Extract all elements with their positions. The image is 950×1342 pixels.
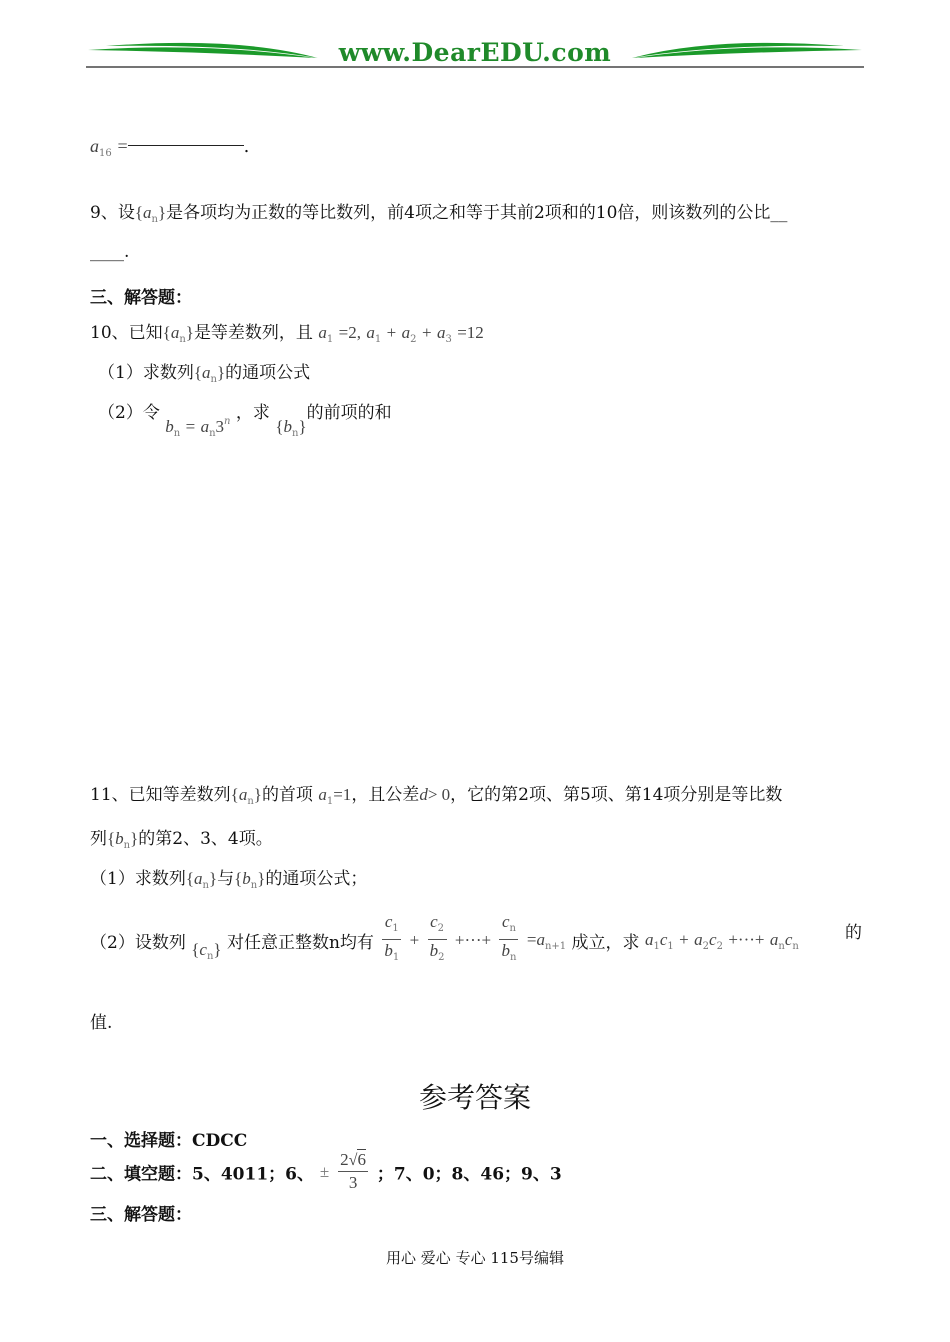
answers-line2: 二、填空题：5、4011；6、 ± $\frac{2√6}{3}$ ；7、0；8、46；9、3 [90,1150,562,1192]
q11-part2: （2）设数列 $\{c_n\}$ 对任意正整数n均有 $\frac{c_1}{b_1}$ + $\frac{c_2}{b_2}$ +···+ $\frac{c_n}{b_n}$ $=a_{n+1}$ 成立，求 $a_1c_1 + a_2c_2$ +···+ $a_nc_n$ [90,912,799,969]
q11-stem: 11、已知等差数列$\{a_n\}$的首项 $a_1=1$，且公差d> 0，它的第2项、第5项、第14项分别是等比数 [90,785,783,807]
q11-stem-cont: 列$\{b_n\}$的第2、3、4项。 [90,829,273,851]
q10-stem: 10、已知$\{a_n\}$是等差数列，且 $a_1 =2$, $a_1 + a_2 + a_3 =12$ [90,323,484,345]
q9-text: 9、设$\{a_n\}$是各项均为正数的等比数列，前4项之和等于其前2项和的10倍，则该数列的公比__ [90,203,788,225]
answers-line3: 三、解答题： [90,1205,192,1225]
site-logo: www.DearEDU.com [338,38,612,67]
fraction-c2-b2: $\frac{c_2}{b_2}$ [429,912,445,963]
q9-text-cont: ____. [90,242,130,262]
answers-title: 参考答案 [418,1081,531,1114]
answers-line1: 一、选择题：CDCC [90,1131,248,1151]
fraction-answer-6: $\frac{2√6}{3}$ [340,1150,366,1192]
q10-part2: （2）令 $b_n = a_n3^n$ ，求 $\{b_n\}$的前项的和 [98,403,392,439]
q11-part1: （1）求数列$\{a_n\}$与$\{b_n\}$的通项公式； [90,869,368,891]
fraction-cn-bn: $\frac{c_n}{b_n}$ [501,912,517,963]
section3-title: 三、解答题： [90,288,192,308]
q11-part2-end: 值. [90,1013,113,1033]
q8-answer-line: $a_{16}$ = . [90,136,250,159]
page-footer: 用心 爱心 专心 115号编辑 [386,1249,564,1267]
q11-part2-tail: 的 [845,923,862,943]
fraction-c1-b1: $\frac{c_1}{b_1}$ [384,912,400,963]
q10-part1: （1）求数列$\{a_n\}$的通项公式 [98,363,311,385]
